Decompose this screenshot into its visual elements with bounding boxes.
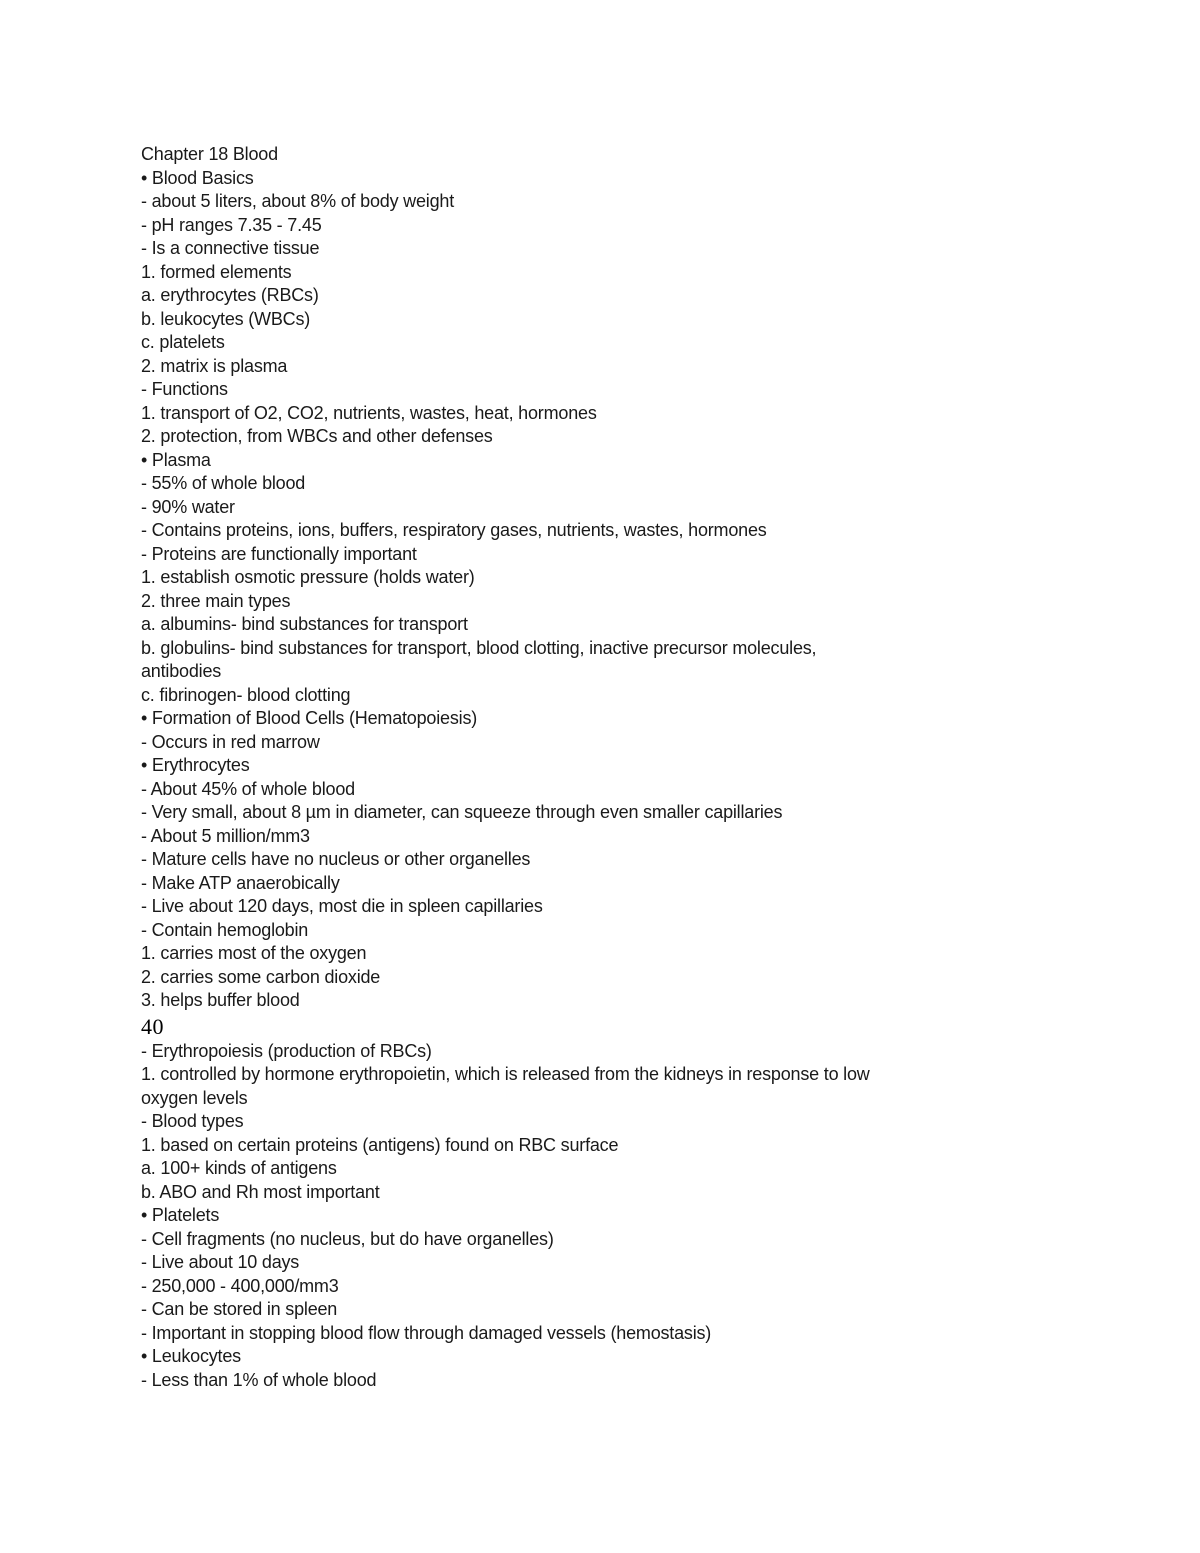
text-line: 3. helps buffer blood xyxy=(141,990,300,1010)
page-number: 40 xyxy=(141,1013,164,1039)
text-line: 1. establish osmotic pressure (holds water) xyxy=(141,567,475,587)
text-line: 1. transport of O2, CO2, nutrients, wastes, heat, hormones xyxy=(141,402,597,423)
text-line: • Platelets xyxy=(141,1205,220,1225)
text-line: b. ABO and Rh most important xyxy=(141,1181,380,1202)
text-line: - Proteins are functionally important xyxy=(141,543,417,564)
text-line: - Erythropoiesis (production of RBCs) xyxy=(141,1040,432,1061)
text-line: - Live about 120 days, most die in spleen capillaries xyxy=(141,896,543,916)
text-line: - 250,000 - 400,000/mm3 xyxy=(141,1275,339,1296)
text-line: a. albumins- bind substances for transport xyxy=(141,614,468,634)
text-line: - Important in stopping blood flow through damaged vessels (hemostasis) xyxy=(141,1322,712,1343)
text-line: - Cell fragments (no nucleus, but do have organelles) xyxy=(141,1228,554,1249)
text-line: - about 5 liters, about 8% of body weight xyxy=(141,191,454,211)
text-line: - 90% water xyxy=(141,496,235,517)
text-line: antibodies xyxy=(141,661,222,681)
text-line: - Is a connective tissue xyxy=(141,238,320,258)
text-line: - Mature cells have no nucleus or other organelles xyxy=(141,849,531,869)
text-line: - Can be stored in spleen xyxy=(141,1299,338,1319)
text-line: - 55% of whole blood xyxy=(141,473,306,493)
text-line: 1. controlled by hormone erythropoietin, which is released from the kidneys in response to low xyxy=(141,1064,870,1084)
text-line: 1. carries most of the oxygen xyxy=(141,943,367,963)
text-line: c. platelets xyxy=(141,332,225,352)
text-line: a. 100+ kinds of antigens xyxy=(141,1158,337,1178)
text-line: Chapter 18 Blood xyxy=(141,144,278,164)
text-line: b. leukocytes (WBCs) xyxy=(141,308,311,329)
text-line: - About 5 million/mm3 xyxy=(141,825,310,846)
text-line: - Less than 1% of whole blood xyxy=(141,1369,377,1390)
notes-section-part2 xyxy=(141,1040,1041,1393)
text-line: a. erythrocytes (RBCs) xyxy=(141,285,319,305)
document-body xyxy=(141,143,1041,1392)
text-line: • Plasma xyxy=(141,449,211,470)
text-line: oxygen levels xyxy=(141,1087,248,1108)
text-line: 1. based on certain proteins (antigens) found on RBC surface xyxy=(141,1134,619,1155)
text-line: • Leukocytes xyxy=(141,1346,241,1366)
text-line: - Make ATP anaerobically xyxy=(141,872,340,893)
text-line: • Erythrocytes xyxy=(141,755,250,775)
notes-section-part1 xyxy=(141,143,1041,1013)
text-line: • Formation of Blood Cells (Hematopoiesis) xyxy=(141,708,478,728)
text-line: - Occurs in red marrow xyxy=(141,731,320,752)
text-line: c. fibrinogen- blood clotting xyxy=(141,684,351,705)
text-line: - Live about 10 days xyxy=(141,1252,300,1272)
text-line: - About 45% of whole blood xyxy=(141,778,355,799)
text-line: - Blood types xyxy=(141,1111,244,1131)
text-line: • Blood Basics xyxy=(141,167,254,188)
text-line: - pH ranges 7.35 - 7.45 xyxy=(141,214,322,235)
text-line: 1. formed elements xyxy=(141,261,292,282)
text-line: - Contains proteins, ions, buffers, respiratory gases, nutrients, wastes, hormones xyxy=(141,520,767,540)
text-line: 2. matrix is plasma xyxy=(141,355,288,376)
text-line: b. globulins- bind substances for transport, blood clotting, inactive precursor molecules, xyxy=(141,637,817,658)
text-line: 2. carries some carbon dioxide xyxy=(141,966,381,987)
text-line: 2. three main types xyxy=(141,590,291,611)
text-line: - Functions xyxy=(141,379,228,399)
text-line: 2. protection, from WBCs and other defenses xyxy=(141,426,493,446)
text-line: - Very small, about 8 µm in diameter, can squeeze through even smaller capillaries xyxy=(141,802,783,822)
text-line: - Contain hemoglobin xyxy=(141,919,309,940)
